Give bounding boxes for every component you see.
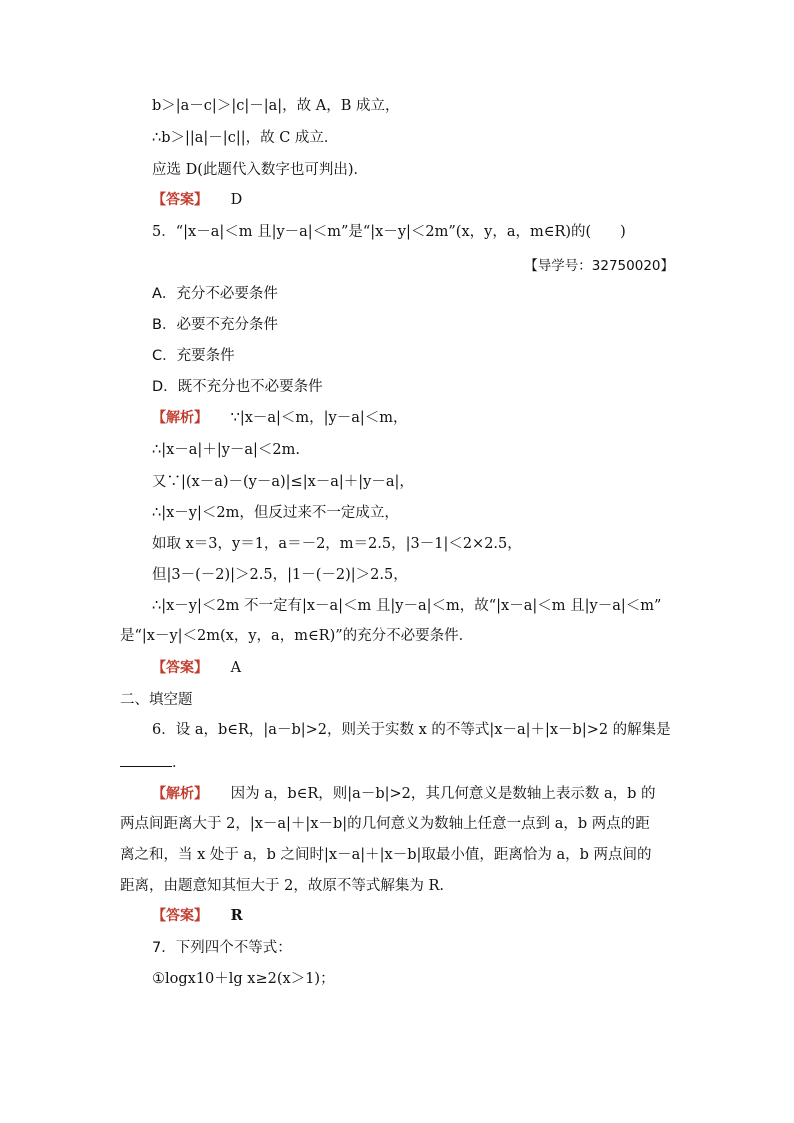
question-6: 6．设 a，b∈R，|a－b|>2，则关于实数 x 的不等式|x－a|＋|x－b|>2 的解集是 bbox=[152, 722, 671, 738]
solution-text: ∵|x－a|＜m，|y－a|＜m， bbox=[230, 410, 408, 426]
option-b: B．必要不充分条件 bbox=[152, 317, 278, 333]
option-c: C．充要条件 bbox=[152, 348, 235, 364]
answer-value: D bbox=[230, 192, 243, 208]
text-line: 离之和，当 x 处于 a，b 之间时|x－a|＋|x－b|取最小值，距离恰为 a，b 两点间的 bbox=[120, 847, 652, 863]
punctuation: ． bbox=[172, 755, 187, 771]
text-line: 距离，由题意知其恒大于 2，故原不等式解集为 R. bbox=[120, 878, 444, 894]
question-5: 5．“|x－a|＜m 且|y－a|＜m”是“|x－y|＜2m”(x，y，a，m∈R)的( ) bbox=[152, 224, 626, 240]
section-heading: 二、填空题 bbox=[120, 692, 193, 708]
solution-text: 因为 a，b∈R，则|a－b|>2，其几何意义是数轴上表示数 a，b 的 bbox=[230, 786, 656, 802]
text-line: ∴|x－a|＋|y－a|＜2m. bbox=[152, 442, 301, 458]
answer-row bbox=[152, 658, 241, 678]
answer-value: R bbox=[230, 907, 243, 924]
option-d: D．既不充分也不必要条件 bbox=[152, 379, 323, 395]
text-line: ∴b＞||a|－|c||，故 C 成立． bbox=[152, 130, 339, 146]
solution-row bbox=[152, 784, 656, 804]
answer-blank-line bbox=[120, 752, 187, 773]
answer-value: A bbox=[230, 660, 242, 676]
text-line: b＞|a－c|＞|c|－|a|，故 A，B 成立， bbox=[152, 98, 400, 114]
reference-number: 【导学号：32750020】 bbox=[524, 258, 674, 274]
statement-1: ①logx10＋lg x≥2(x＞1)； bbox=[152, 971, 335, 987]
text-line: ∴|x－y|＜2m 不一定有|x－a|＜m 且|y－a|＜m，故“|x－a|＜m 且|y－a|＜m” bbox=[152, 598, 662, 614]
text-line: 又∵|(x－a)－(y－a)|≤|x－a|＋|y－a|， bbox=[152, 474, 414, 490]
option-a: A．充分不必要条件 bbox=[152, 286, 278, 302]
solution-tag: 【解析】 bbox=[152, 410, 208, 426]
text-line: 如取 x＝3，y＝1，a＝－2，m＝2.5，|3－1|＜2×2.5， bbox=[152, 536, 522, 552]
answer-row bbox=[152, 906, 243, 926]
text-line: 应选 D(此题代入数字也可判出)． bbox=[152, 162, 369, 178]
question-7: 7．下列四个不等式： bbox=[152, 940, 292, 956]
answer-tag: 【答案】 bbox=[152, 192, 208, 208]
text-line: 但|3－(－2)|＞2.5，|1－(－2)|＞2.5， bbox=[152, 567, 408, 583]
answer-row bbox=[152, 190, 242, 210]
solution-row bbox=[152, 408, 408, 428]
answer-tag: 【答案】 bbox=[152, 908, 208, 924]
answer-tag: 【答案】 bbox=[152, 660, 208, 676]
solution-tag: 【解析】 bbox=[152, 786, 208, 802]
text-line: 是“|x－y|＜2m(x，y，a，m∈R)”的充分不必要条件． bbox=[120, 628, 474, 644]
text-line: ∴|x－y|＜2m，但反过来不一定成立， bbox=[152, 505, 399, 521]
answer-blank bbox=[120, 752, 172, 767]
text-line: 两点间距离大于 2，|x－a|＋|x－b|的几何意义为数轴上任意一点到 a，b 两点的距 bbox=[120, 816, 650, 832]
